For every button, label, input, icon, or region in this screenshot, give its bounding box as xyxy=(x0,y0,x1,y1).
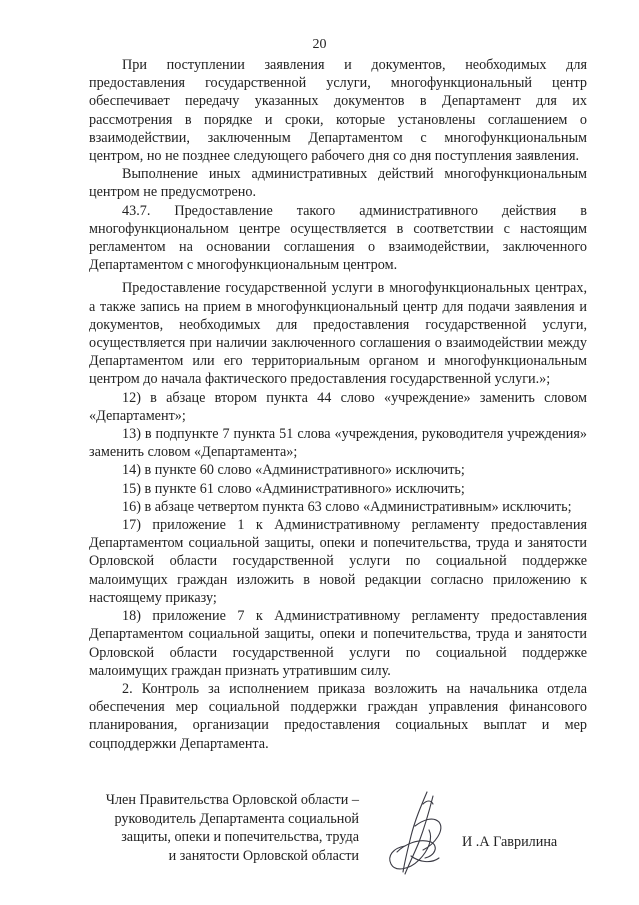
paragraph: 17) приложение 1 к Административному регламенту предоставления Департаментом социальной защиты, опеки и попечительства, труда и занятости Орловской области государственной услуги по социальной поддержке малоимущих граждан изложить в новой редакции согласно приложению к настоящему приказу; xyxy=(89,517,587,606)
paragraph: 15) в пункте 61 слово «Административного» исключить; xyxy=(122,480,465,497)
signatory-title-line: защиты, опеки и попечительства, труда xyxy=(121,829,359,846)
document-body xyxy=(89,56,587,753)
paragraph: 14) в пункте 60 слово «Административного» исключить; xyxy=(122,462,465,479)
signatory-title-line: и занятости Орловской области xyxy=(168,847,359,864)
page-number: 20 xyxy=(312,37,327,52)
paragraph: Предоставление государственной услуги в многофункциональных центрах, а также запись на прием в многофункциональный центр для подачи заявления и документов, необходимых для предоставления государственной услуги, осуществляется при наличии заключенного соглашения о взаимодействии между Департаментом или его территориальным органом и многофункциональным центром до начала фактического предоставления государственной услуги.»; xyxy=(89,280,587,388)
paragraph: 2. Контроль за исполнением приказа возложить на начальника отдела обеспечения мер социальной поддержки граждан управления финансового планирования, организации предоставления социальных выплат и мер соцподдержки Департамента. xyxy=(89,680,587,752)
signer-name: И .А Гаврилина xyxy=(462,834,558,850)
paragraph: 43.7. Предоставление такого административного действия в многофункциональном центре осуществляется в соответствии с настоящим регламентом на основании соглашения о взаимодействии, заключенного Департаментом с многофункциональным центром. xyxy=(89,202,587,274)
paragraph: 12) в абзаце втором пункта 44 слово «учреждение» заменить словом «Департамент»; xyxy=(89,389,587,424)
signatory-title xyxy=(89,791,359,865)
paragraph: 13) в подпункте 7 пункта 51 слова «учреждения, руководителя учреждения» заменить словом «Департамента»; xyxy=(89,426,587,461)
paragraph: Выполнение иных административных действий многофункциональным центром не предусмотрено. xyxy=(89,166,587,201)
signatory-title-line: руководитель Департамента социальной xyxy=(114,810,359,827)
paragraph: 16) в абзаце четвертом пункта 63 слово «Административным» исключить; xyxy=(122,498,572,515)
signatory-title-line: Член Правительства Орловской области – xyxy=(105,792,359,808)
paragraph: При поступлении заявления и документов, необходимых для предоставления государственной услуги, многофункциональный центр обеспечивает передачу указанных документов в Департамент для их рассмотрения в порядке и сроки, которые установлены соглашением о взаимодействии, заключенным Департаментом с многофункциональным центром, но не позднее следующего рабочего дня со дня поступления заявления. xyxy=(89,57,587,165)
handwritten-signature xyxy=(375,786,465,878)
paragraph: 18) приложение 7 к Административному регламенту предоставления Департаментом социальной защиты, опеки и попечительства, труда и занятости Орловской области государственной услуги по социальной поддержке малоимущих граждан признать утратившим силу. xyxy=(89,608,587,679)
